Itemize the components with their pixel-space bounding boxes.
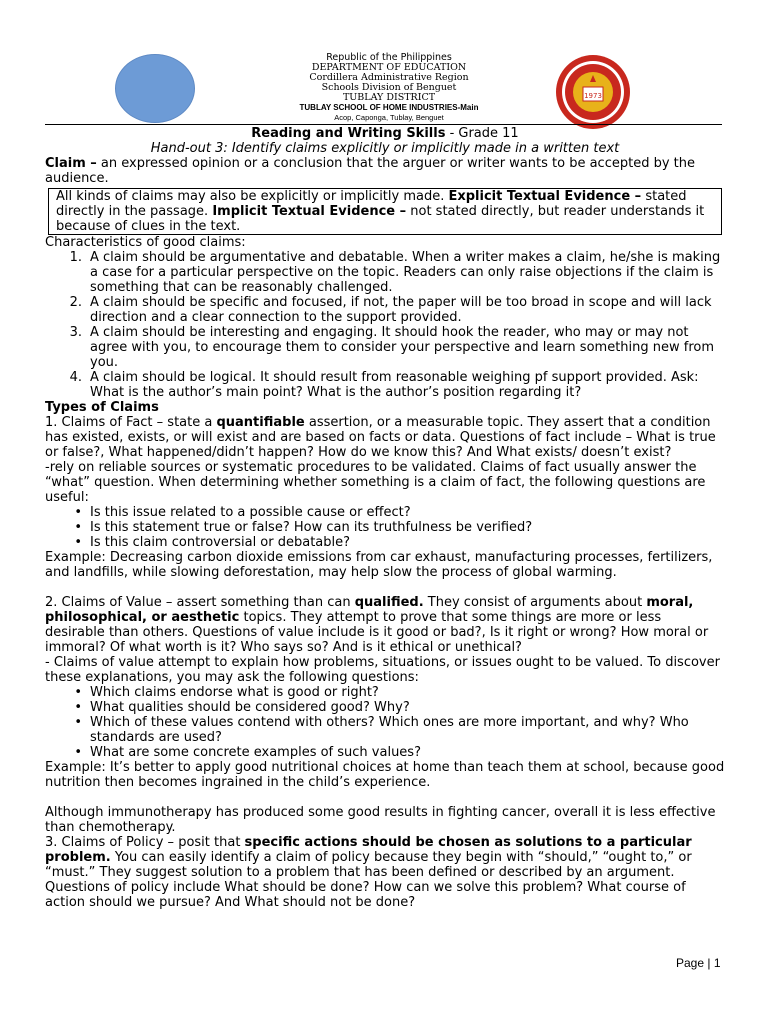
fact-paragraph-2: -rely on reliable sources or systematic procedures to be validated. Claims of fact usually answer the “what” question. When determining whether something is a claim of fact, the following questions are useful:	[45, 460, 706, 505]
characteristics-heading: Characteristics of good claims:	[45, 235, 246, 250]
spacer	[45, 790, 725, 805]
list-number: 3.	[69, 325, 82, 340]
box-text-2: stated directly in the passage.	[56, 189, 687, 219]
policy-intro: 3. Claims of Policy – posit that	[45, 835, 245, 850]
value-example: Example: It’s better to apply good nutritional choices at home than teach them at school, because good nutrition then becomes ingrained in the child’s experience.	[45, 760, 725, 790]
list-item	[45, 370, 725, 400]
header-address: Acop, Caponga, Tublay, Benguet	[334, 113, 444, 122]
list-number: 1.	[69, 250, 82, 265]
characteristics-list	[45, 250, 725, 400]
list-item	[45, 745, 725, 760]
claim-text: an expressed opinion or a conclusion that the arguer or writer wants to be accepted by the audience.	[45, 156, 695, 186]
list-text: A claim should be specific and focused, if not, the paper will be too broad in scope and will lack direction and a clear connection to the support provided.	[90, 295, 712, 325]
page-title	[45, 126, 725, 141]
header-division: Schools Division of Benguet	[321, 82, 457, 93]
list-text: Is this claim controversial or debatable?	[90, 535, 351, 550]
value-text-1: They consist of arguments about	[423, 595, 647, 610]
header-district: TUBLAY DISTRICT	[342, 92, 436, 103]
list-text: What qualities should be considered good? Why?	[90, 700, 410, 715]
school-logo-placeholder	[115, 54, 195, 123]
fact-questions	[45, 505, 725, 550]
footer-page-label: Page	[676, 956, 705, 970]
bullet-icon: •	[74, 715, 82, 730]
list-number: 2.	[69, 295, 82, 310]
bullet-icon: •	[74, 745, 82, 760]
title-grade: - Grade 11	[445, 126, 519, 141]
box-implicit-term: Implicit Textual Evidence –	[212, 204, 407, 219]
policy-paragraph	[45, 835, 725, 910]
fact-intro: 1. Claims of Fact – state a	[45, 415, 217, 430]
header-school: TUBLAY SCHOOL OF HOME INDUSTRIES-Main	[299, 103, 479, 112]
title-subject: Reading and Writing Skills	[251, 126, 446, 141]
box-explicit-term: Explicit Textual Evidence –	[448, 189, 642, 204]
handout-body	[45, 126, 725, 910]
list-text: Is this issue related to a possible cause or effect?	[90, 505, 411, 520]
bullet-icon: •	[74, 685, 82, 700]
value-paragraph	[45, 595, 725, 655]
bullet-icon: •	[74, 520, 82, 535]
spacer	[45, 580, 725, 595]
list-text: A claim should be interesting and engaging. It should hook the reader, who may or may not agree with you, to encourage them to consider your perspective and learn something new from you.	[90, 325, 715, 370]
header-republic: Republic of the Philippines	[326, 52, 452, 63]
list-item	[45, 715, 725, 745]
claim-term: Claim –	[45, 156, 97, 171]
footer-separator: |	[707, 956, 711, 970]
seal-year: 1973	[584, 92, 602, 100]
list-text: Is this statement true or false? How can its truthfulness be verified?	[90, 520, 533, 535]
page-footer	[676, 956, 721, 970]
list-text: A claim should be logical. It should result from reasonable weighing pf support provided. Ask: What is the author’s main point? What is the author’s position regarding it?	[90, 370, 699, 400]
box-text-1: All kinds of claims may also be explicitly or implicitly made.	[56, 189, 449, 204]
header-region: Cordillera Administrative Region	[309, 72, 469, 83]
value-paragraph-2: - Claims of value attempt to explain how problems, situations, or issues ought to be valued. To discover these explanations, you may ask the following questions:	[45, 655, 720, 685]
school-seal-icon	[554, 53, 632, 131]
types-heading: Types of Claims	[45, 400, 159, 415]
fact-text: assertion, or a measurable topic. They assert that a condition has existed, exists, or will exist and are based on facts or data. Questions of fact include – What is true or false?, What happened/didn’t happen? How do we know this? And What exists/ doesn’t exist?	[45, 415, 716, 460]
list-item	[45, 700, 725, 715]
list-item	[45, 520, 725, 535]
value-keyword-2: moral, philosophical, or aesthetic	[45, 595, 694, 625]
value-text-2: topics. They attempt to prove that some things are more or less desirable than others. Questions of value include is it good or bad?, Is it right or wrong? How moral or immoral? Of what worth is it? Who says so? And is it ethical or unethical?	[45, 610, 709, 655]
bullet-icon: •	[74, 535, 82, 550]
value-intro: 2. Claims of Value – assert something than can	[45, 595, 355, 610]
fact-example: Example: Decreasing carbon dioxide emissions from car exhaust, manufacturing processes, fertilizers, and landfills, while slowing deforestation, may help slow the process of global warming.	[45, 550, 713, 580]
bullet-icon: •	[74, 505, 82, 520]
list-item	[45, 505, 725, 520]
page-number: 1	[713, 956, 721, 970]
bullet-icon: •	[74, 700, 82, 715]
header-department: DEPARTMENT OF EDUCATION	[311, 62, 467, 73]
list-item	[45, 325, 725, 370]
list-item	[45, 295, 725, 325]
value-keyword: qualified.	[354, 595, 424, 610]
policy-keyword: specific actions should be chosen as solutions to a particular problem.	[45, 835, 692, 865]
list-item	[45, 685, 725, 700]
list-text: A claim should be argumentative and debatable. When a writer makes a claim, he/she is making a case for a particular perspective on the topic. Readers can only raise objections if the claim is something that can be reasonably challenged.	[90, 250, 721, 295]
box-text-3: not stated directly, but reader understands it because of clues in the text.	[56, 204, 705, 234]
claim-definition	[45, 156, 725, 186]
list-text: Which claims endorse what is good or right?	[90, 685, 379, 700]
policy-text: You can easily identify a claim of policy because they begin with “should,” “ought to,” or “must.” They suggest solution to a problem that has been defined or described by an argument. Questions of policy include What should be done? How can we solve this problem? What course of action should we pursue? And What should not be done?	[45, 850, 692, 910]
list-item	[45, 535, 725, 550]
fact-keyword: quantifiable	[216, 415, 305, 430]
list-number: 4.	[69, 370, 82, 385]
list-text: What are some concrete examples of such values?	[90, 745, 421, 760]
fact-paragraph	[45, 415, 725, 460]
page-subtitle: Hand-out 3: Identify claims explicitly or implicitly made in a written text	[150, 141, 620, 156]
list-item	[45, 250, 725, 295]
evidence-box	[48, 188, 722, 235]
value-questions	[45, 685, 725, 760]
list-text: Which of these values contend with others? Which ones are more important, and why? Who standards are used?	[90, 715, 689, 745]
header-divider	[45, 124, 722, 125]
value-example-2: Although immunotherapy has produced some good results in fighting cancer, overall it is less effective than chemotherapy.	[45, 805, 716, 835]
